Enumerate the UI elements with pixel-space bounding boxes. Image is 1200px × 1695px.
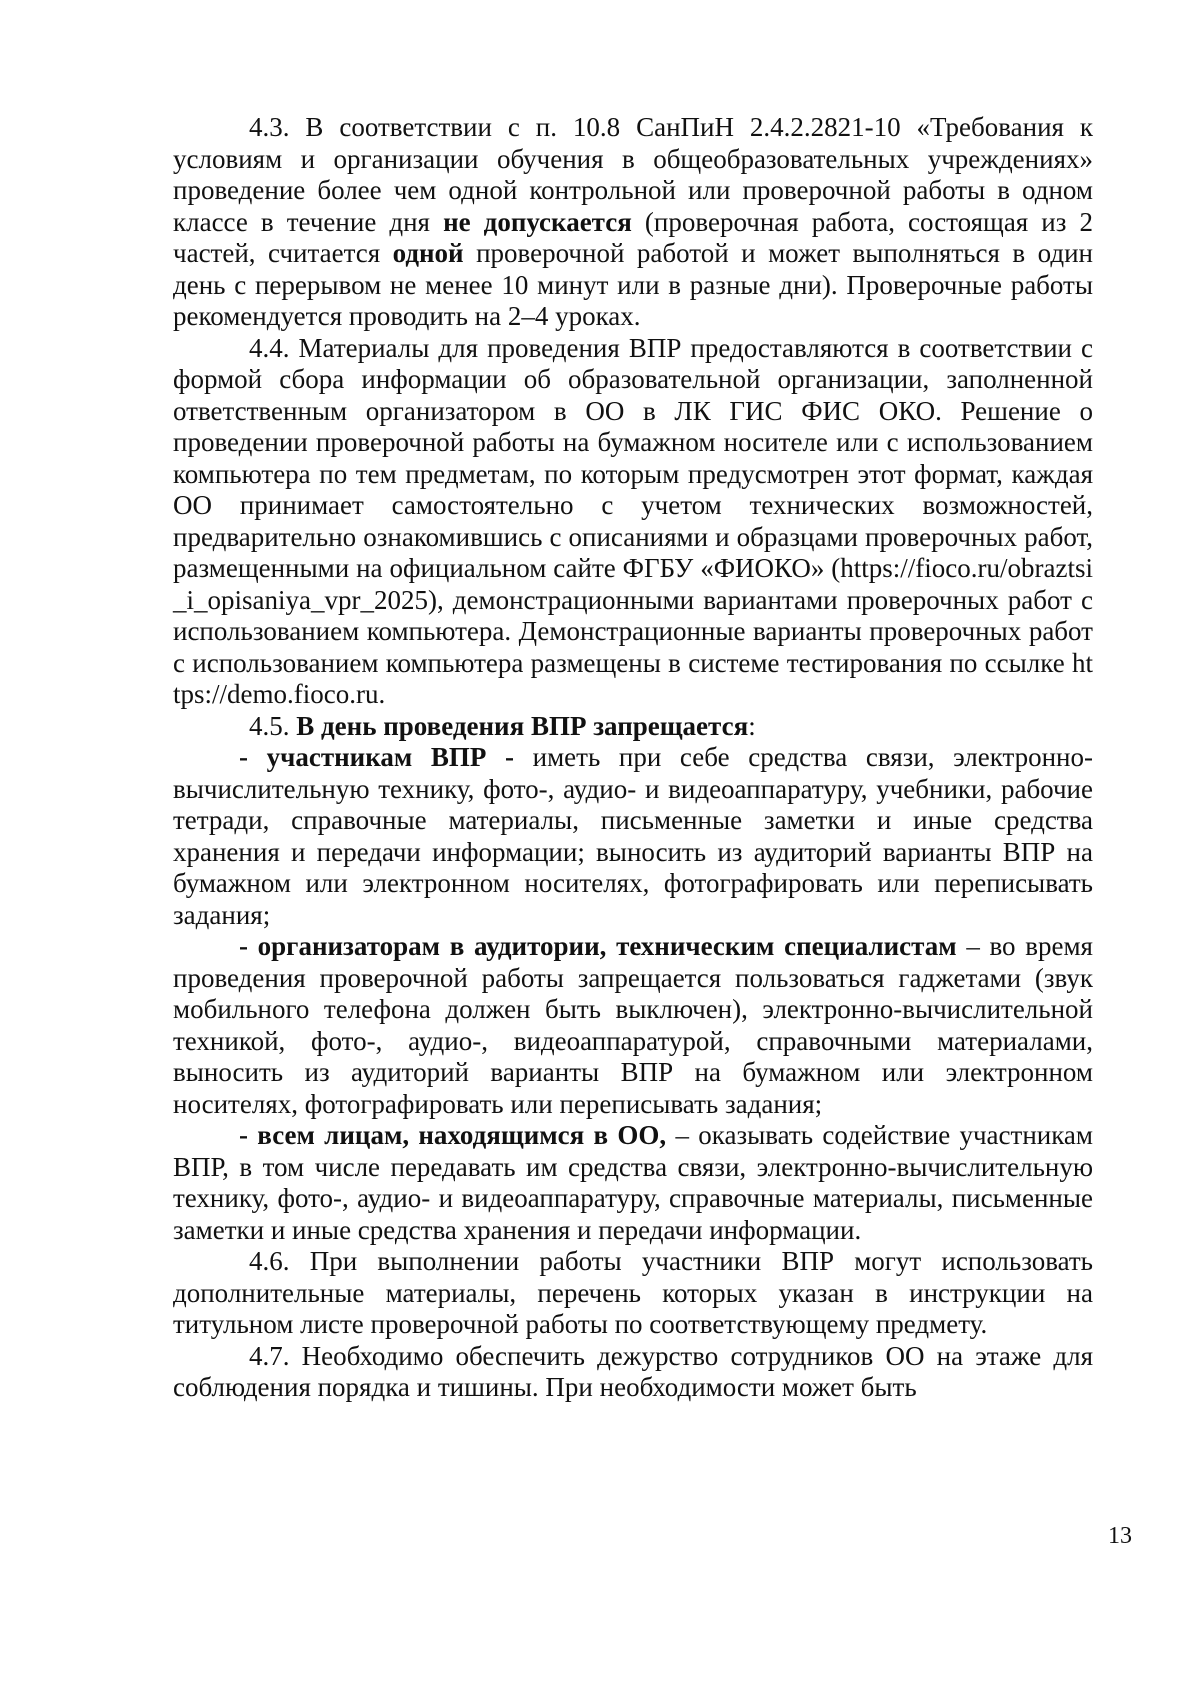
paragraph-4-3 [173, 112, 1093, 333]
paragraph-text: При выполнении работы участники ВПР могут использовать дополнительные материалы, перечень которых указан в инструкции на титульном листе проверочной работы по соответствующему предмету. [173, 1246, 1093, 1339]
paragraph-number: 4.3. [249, 112, 290, 142]
document-body [173, 112, 1093, 1404]
paragraph-text: Материалы для проведения ВПР предоставляются в соответствии с формой сбора информации об образовательной организации, заполненной ответственным организатором в ОО в ЛК ГИС ФИС ОКО. Решение о проведении проверочной работы на бумажном носителе или с использованием компьютера по тем предметам, по которым предусмотрен этот формат, каждая ОО принимает самостоятельно с учетом технических возможностей, предварительно ознакомившись с описаниями и образцами проверочных работ, размещенными на официальном сайте ФГБУ «ФИОКО» [173, 332, 1093, 583]
paragraph-4-7 [173, 1341, 1093, 1404]
paragraph-4-6 [173, 1246, 1093, 1341]
paragraph-number: 4.5. [249, 710, 290, 741]
bullet-heading: - всем лицам, находящимся в ОО, [239, 1120, 667, 1150]
emphasis-text: одной [392, 238, 464, 268]
demo-fioco-link[interactable]: https://demo.fioco.ru [173, 647, 1093, 709]
bullet-text: иметь при себе средства связи, электронно-вычислительную технику, фото-, аудио- и видеоаппаратуру, учебники, рабочие тетради, справочные материалы, письменные заметки и иные средства хранения и передачи информации; выносить из аудиторий варианты ВПР на бумажном или электронном носителях, фотографировать или переписывать задания; [173, 742, 1093, 930]
bullet-organizers [173, 931, 1093, 1120]
paragraph-number: 4.6. [249, 1246, 290, 1276]
paragraph-text: (проверочная работа, состоящая из 2 частей, считается [173, 206, 1093, 268]
paragraph-text: демонстрационными вариантами проверочных работ с использованием компьютера. Демонстрационные варианты проверочных работ с использованием компьютера размещены в системе тестирования по ссылке [173, 584, 1093, 678]
paragraph-text: Необходимо обеспечить дежурство сотрудников ОО на этаже для соблюдения порядка и тишины. При необходимости может быть [173, 1340, 1093, 1402]
bullet-heading: - организаторам в аудитории, техническим специалистам [239, 931, 957, 961]
fioco-link[interactable]: (https://fioco.ru/obraztsi_i_opisaniya_vpr_2025), [173, 553, 1093, 615]
bullet-participants [173, 742, 1093, 931]
bullet-text: – оказывать содействие участникам ВПР, в том числе передавать им средства связи, электронно-вычислительную технику, фото-, аудио- и видеоаппаратуру, справочные материалы, письменные заметки и иные средства хранения и передачи информации. [173, 1120, 1093, 1245]
paragraph-4-4 [173, 333, 1093, 711]
paragraph-text: проверочной работой и может выполняться в один день с перерывом не менее 10 минут или в разные дни). Проверочные работы рекомендуется проводить на 2–4 уроках. [173, 238, 1093, 331]
paragraph-4-5 [173, 711, 1093, 743]
paragraph-text: В соответствии с п. 10.8 СанПиН 2.4.2.2821-10 «Требования к условиям и организации обучения в общеобразовательных учреждениях» проведение более чем одной контрольной или проверочной работы в одном классе в течение дня [173, 112, 1093, 237]
bullet-text: – во время проведения проверочной работы запрещается пользоваться гаджетами (звук мобильного телефона должен быть выключен), электронно-вычислительной техникой, фото-, аудио-, видеоаппаратурой, справочными материалами, выносить из аудиторий варианты ВПР на бумажном или электронном носителях, фотографировать или переписывать задания; [173, 931, 1093, 1119]
bullet-all-persons [173, 1120, 1093, 1246]
paragraph-text: . [378, 679, 386, 709]
paragraph-number: 4.7. [249, 1340, 290, 1371]
page-number: 13 [1108, 1523, 1132, 1549]
paragraph-text: : [748, 710, 756, 741]
emphasis-text: не допускается [443, 206, 632, 237]
section-heading: В день проведения ВПР запрещается [289, 710, 749, 741]
paragraph-number: 4.4. [249, 332, 290, 363]
bullet-heading: - участникам ВПР - [239, 742, 515, 772]
